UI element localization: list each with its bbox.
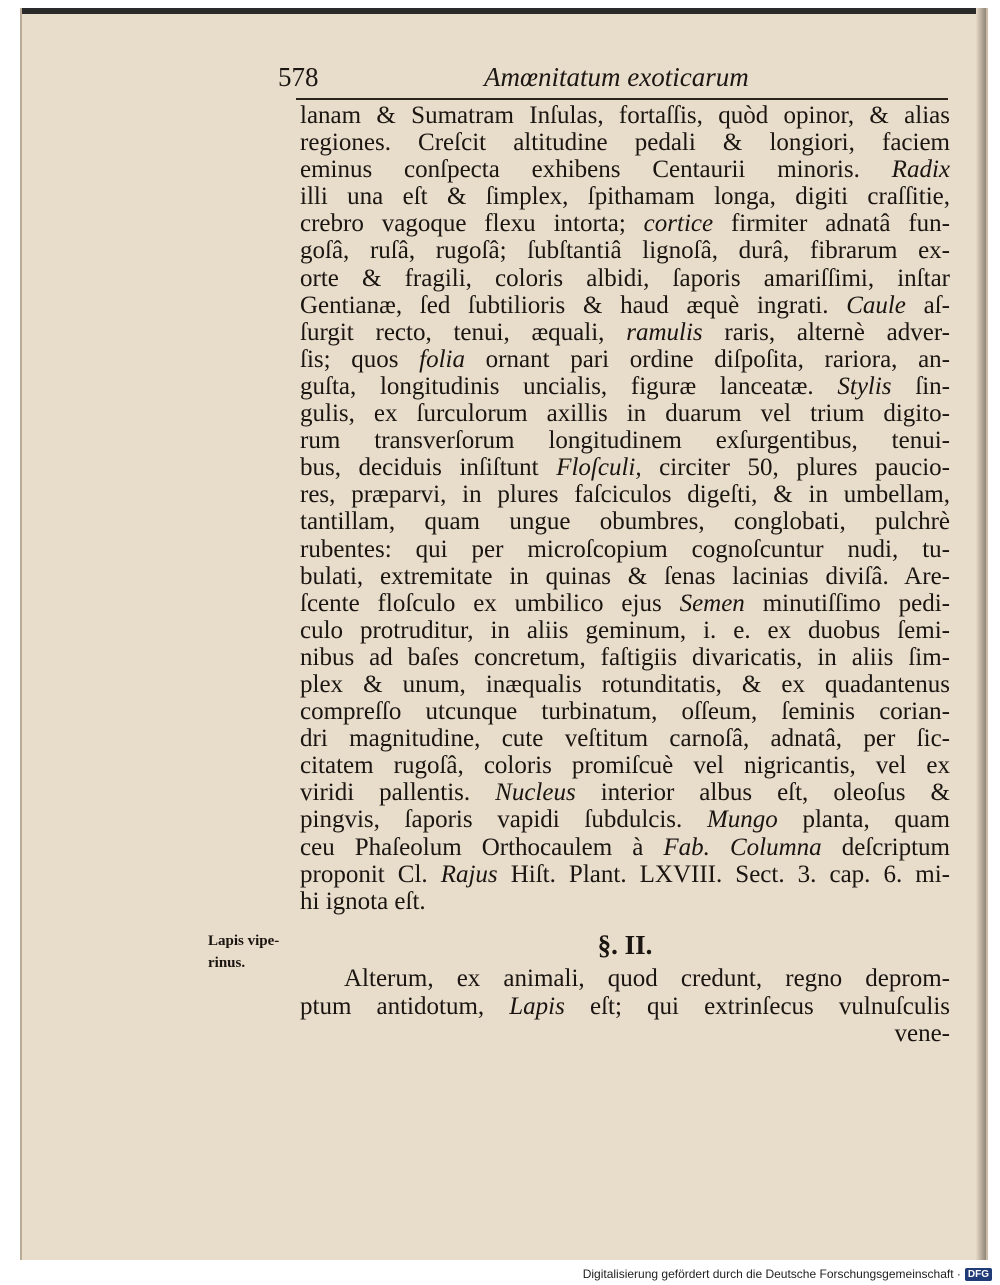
text-segment: bus, deciduis inſiſtunt [300, 454, 557, 482]
text-segment: dri magnitudine, cute veſtitum carnoſâ, adnatâ, per ſic- [300, 725, 950, 753]
italic-term: Floſculi, [556, 454, 642, 482]
text-segment: eminus conſpecta exhibens Centaurii minoris. [300, 156, 892, 184]
footer-text: Digitalisierung gefördert durch die Deutsche Forschungsgemeinschaft · [582, 1267, 961, 1281]
text-segment: compreſſo utcunque turbinatum, oſſeum, ſeminis corian- [300, 698, 950, 726]
page-number: 578 [278, 62, 319, 92]
catchword: vene- [894, 1020, 950, 1047]
text-line [300, 725, 950, 752]
digitization-footer [583, 1266, 992, 1282]
italic-term: Fab. Columna [663, 833, 822, 861]
text-segment: viridi pallentis. [300, 779, 496, 807]
text-segment: ptum antidotum, [300, 992, 510, 1020]
section-heading: §. II. [597, 930, 653, 960]
text-segment: firmiter adnatâ fun- [713, 210, 950, 238]
italic-term: Rajus [440, 860, 498, 888]
text-segment: illi una eſt & ſimplex, ſpithamam longa, digiti craſſitie, [300, 183, 950, 211]
text-line [300, 183, 950, 210]
text-line [300, 508, 950, 535]
body-paragraph-1 [300, 102, 950, 915]
text-segment: deſcriptum [821, 833, 950, 861]
italic-term: Mungo [706, 806, 778, 834]
italic-term: Nucleus [495, 779, 576, 807]
text-segment: ornant pari ordine diſpoſita, rariora, an- [465, 345, 951, 373]
text-segment: circiter 50, plures paucio- [641, 454, 950, 482]
page-gutter-shadow [976, 8, 986, 1260]
text-line [300, 861, 950, 888]
text-segment: gulis, ex ſurculorum axillis in duarum vel trium digito- [300, 400, 950, 428]
header-rule [296, 98, 948, 100]
text-segment: Gentianæ, ſed ſubtilioris & haud æquè ingrati. [300, 291, 847, 319]
text-segment: Hiſt. Plant. LXVIII. Sect. 3. cap. 6. mi- [497, 860, 950, 888]
marginal-note-line: Lapis vipe- [208, 933, 280, 949]
text-line [300, 237, 950, 264]
italic-term: Stylis [837, 372, 892, 400]
text-line [300, 617, 950, 644]
text-segment: planta, quam [777, 806, 950, 834]
text-line [300, 536, 950, 563]
text-line [300, 373, 950, 400]
text-segment: ſcente floſculo ex umbilico ejus [300, 589, 680, 617]
text-segment: interior albus eſt, oleoſus & [575, 779, 950, 807]
text-line [300, 644, 950, 671]
italic-term: Lapis [509, 992, 565, 1020]
text-segment: citatem rugoſâ, coloris promiſcuè vel nigricantis, vel ex [300, 752, 950, 780]
text-line [300, 265, 950, 292]
text-segment: raris, alternè adver- [702, 318, 950, 346]
text-segment: rum transverſorum longitudinem exſurgentibus, tenui- [300, 427, 950, 455]
text-segment: Alterum, ex animali, quod credunt, regno deprom- [344, 965, 950, 992]
text-segment: proponit Cl. [300, 860, 441, 888]
text-line [300, 400, 950, 427]
text-line [300, 319, 950, 346]
text-line [300, 454, 950, 481]
text-line [300, 346, 950, 373]
text-segment: minutiſſimo pedi- [744, 589, 950, 617]
text-segment: ſis; quos [300, 345, 420, 373]
running-title: Amœnitatum exoticarum [484, 62, 749, 92]
text-segment: culo protruditur, in aliis geminum, i. e. ex duobus ſemi- [300, 616, 950, 644]
text-segment: crebro vagoque flexu intorta; [300, 210, 644, 238]
text-segment: bulati, extremitate in quinas & ſenas lacinias diviſâ. Are- [300, 562, 950, 590]
text-line [300, 779, 950, 806]
text-line [300, 698, 950, 725]
text-segment: orte & fragili, coloris albidi, ſaporis amariſſimi, inſtar [300, 264, 950, 292]
text-segment: ceu Phaſeolum Orthocaulem à [300, 833, 664, 861]
text-line [300, 671, 950, 698]
text-segment: tantillam, quam ungue obumbres, conglobati, pulchrè [300, 508, 950, 536]
italic-term: Radix [891, 156, 950, 184]
text-line [300, 806, 950, 833]
text-segment: eſt; qui extrinſecus vulnuſculis [564, 992, 950, 1020]
text-segment: res, præparvi, in plures faſciculos digeſti, & in umbellam, [300, 481, 950, 509]
text-line [300, 292, 950, 319]
dfg-logo: DFG [965, 1268, 992, 1281]
text-line [300, 834, 950, 861]
italic-term: Caule [846, 291, 906, 319]
text-segment: aſ- [905, 291, 950, 319]
text-line [300, 752, 950, 779]
body-paragraph-2 [300, 965, 950, 1048]
text-segment: regiones. Creſcit altitudine pedali & longiori, faciem [300, 129, 950, 157]
page-header [278, 62, 958, 96]
text-segment: rubentes: qui per microſcopium cognoſcuntur nudi, tu- [300, 535, 950, 563]
text-segment: ſin- [891, 372, 951, 400]
italic-term: ramulis [626, 318, 703, 346]
text-line [300, 129, 950, 156]
italic-term: cortice [643, 210, 714, 238]
text-line [300, 965, 950, 993]
text-segment: goſâ, ruſâ, rugoſâ; ſubſtantiâ lignoſâ, durâ, fibrarum ex- [300, 237, 950, 265]
text-segment: nibus ad baſes concretum, faſtigiis divaricatis, in aliis ſim- [300, 643, 950, 671]
text-segment: guſta, longitudinis uncialis, figuræ lanceatæ. [300, 372, 838, 400]
text-segment: hi ignota eſt. [300, 887, 426, 915]
text-line [300, 590, 950, 617]
text-segment: plex & unum, inæqualis rotunditatis, & ex quadantenus [300, 670, 950, 698]
text-line [300, 427, 950, 454]
scan-top-edge [22, 8, 986, 14]
text-segment: lanam & Sumatram Inſulas, fortaſſis, quòd opinor, & alias [300, 102, 950, 129]
text-line [300, 993, 950, 1021]
italic-term: Semen [679, 589, 745, 617]
text-line [300, 481, 950, 508]
text-line [300, 156, 950, 183]
marginal-note-line: rinus. [208, 955, 246, 971]
italic-term: folia [419, 345, 465, 373]
text-line [300, 102, 950, 129]
marginal-note [208, 930, 298, 974]
text-segment: ſurgit recto, tenui, æquali, [300, 318, 627, 346]
text-segment: pingvis, ſaporis vapidi ſubdulcis. [300, 806, 707, 834]
text-line [300, 210, 950, 237]
text-line [300, 888, 950, 915]
text-line [300, 563, 950, 590]
